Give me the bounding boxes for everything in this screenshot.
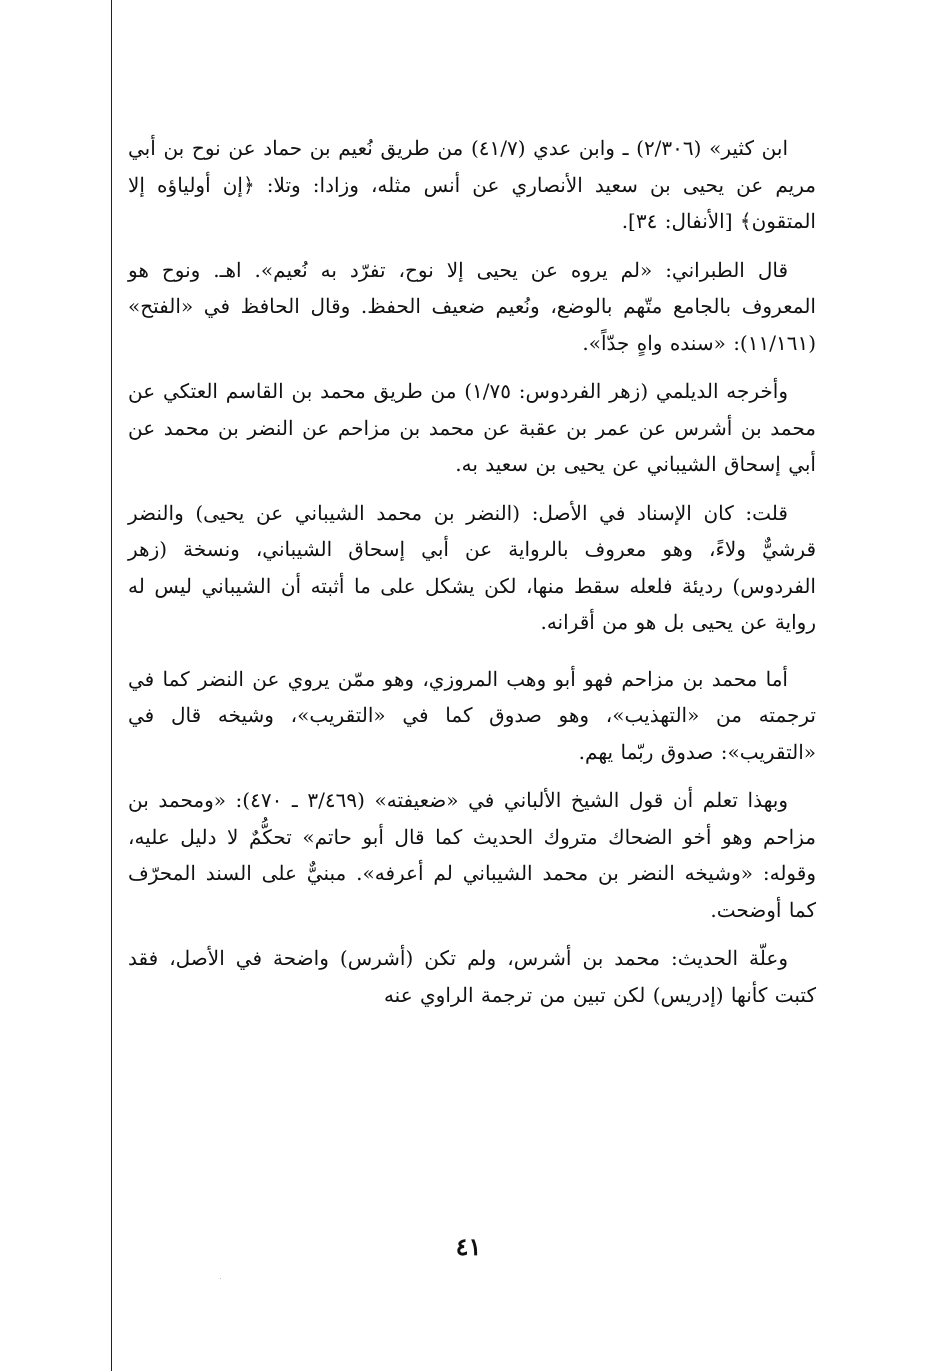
paragraph-7: وعلّة الحديث: محمد بن أشرس، ولم تكن (أشرس) واضحة في الأصل، فقد كتبت كأنها (إدريس) لكن تبين من ترجمة الراوي عنه: [128, 946, 816, 1007]
paragraph-6: وبهذا تعلم أن قول الشيخ الألباني في «ضعيفته» (٣/٤٦٩ ـ ٤٧٠): «ومحمد بن مزاحم وهو أخو الضحاك متروك الحديث كما قال أبو حاتم» تحكُّمٌ لا دليل عليه، وقوله: «وشيخه النضر بن محمد الشيباني لم أعرفه». مبنيٌّ على السند المحرّف كما أوضحت.: [128, 788, 816, 922]
paragraph-4: قلت: كان الإسناد في الأصل: (النضر بن محمد الشيباني عن يحيى) والنضر قرشيٌّ ولاءً، وهو معروف بالرواية عن أبي إسحاق الشيباني، ونسخة (زهر الفردوس) رديئة فلعله سقط منها، لكن يشكل على ما أثبته أن الشيباني ليس له رواية عن يحيى بل هو من أقرانه.: [128, 500, 816, 634]
paragraph-5: أما محمد بن مزاحم فهو أبو وهب المروزي، وهو ممّن يروي عن النضر كما في ترجمته من «التهذيب»، وهو صدوق كما في «التقريب»، وشيخه قال في «التقريب»: صدوق ربّما يهم.: [128, 666, 816, 764]
scan-dot: [220, 1278, 221, 1279]
page-number: ٤١: [455, 1232, 482, 1261]
page-edge-line: [111, 0, 112, 1371]
paragraph-3: وأخرجه الديلمي (زهر الفردوس: ١/٧٥) من طريق محمد بن القاسم العتكي عن محمد بن أشرس عن عمر بن عقبة عن محمد بن مزاحم عن النضر بن محمد عن أبي إسحاق الشيباني عن يحيى بن سعيد به.: [128, 379, 816, 476]
paragraph-1: ابن كثير» (٢/٣٠٦) ـ وابن عدي (٤١/٧) من طريق نُعيم بن حماد عن نوح بن أبي مريم عن يحيى بن سعيد الأنصاري عن أنس مثله، وزادا: وتلا: ﴿إن أولياؤه إلا المتقون﴾ [الأنفال: ٣٤].: [128, 136, 816, 233]
page-body: [128, 130, 816, 1013]
paragraph-2: قال الطبراني: «لم يروه عن يحيى إلا نوح، تفرّد به نُعيم». اهـ. ونوح هو المعروف بالجامع متّهم بالوضع، ونُعيم ضعيف الحفظ. وقال الحافظ في «الفتح» (١١/١٦١): «سنده واهٍ جدّاً».: [128, 257, 816, 355]
